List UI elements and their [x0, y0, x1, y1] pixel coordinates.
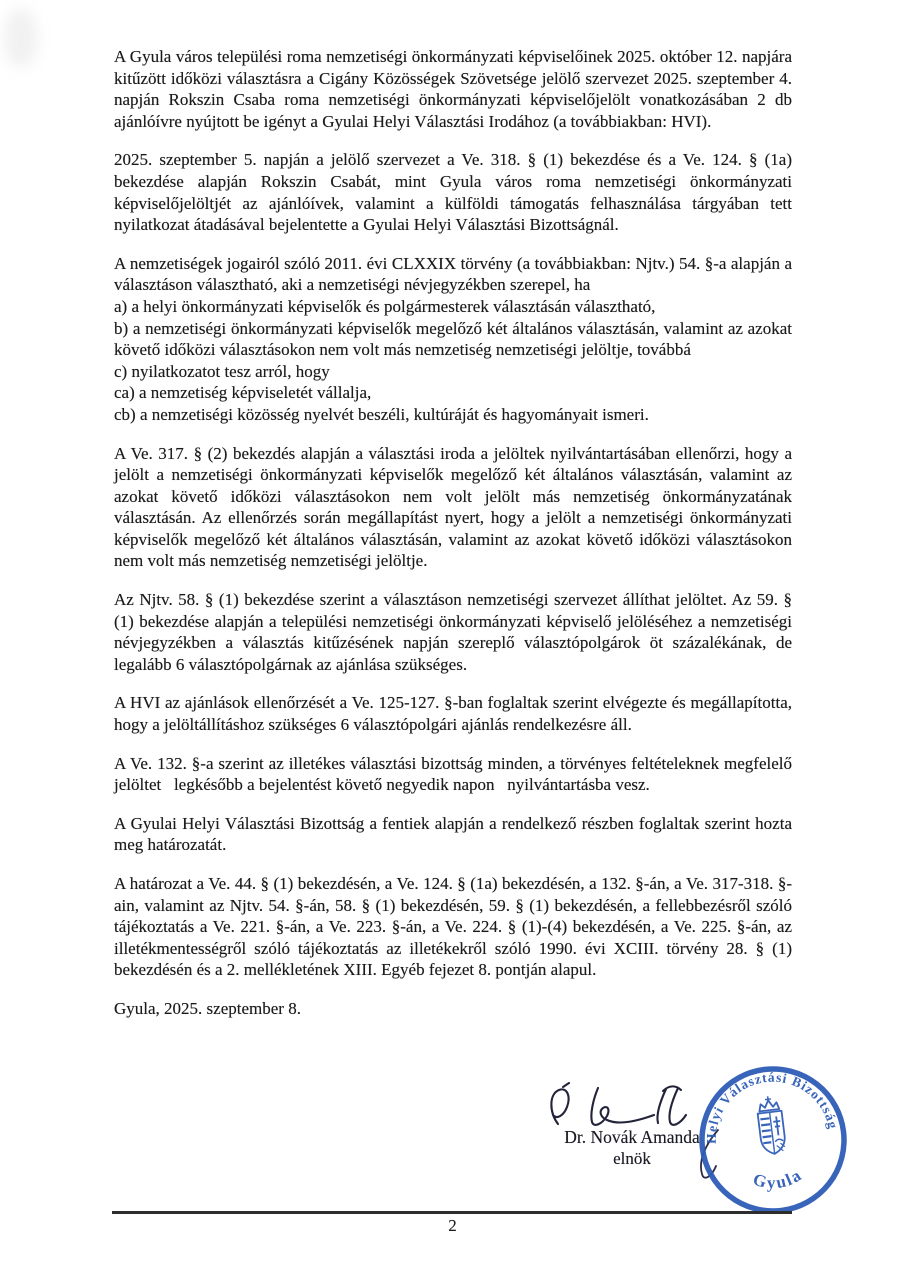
footer-divider — [112, 1211, 792, 1214]
list-item-ca: ca) a nemzetiség képviseletét vállalja, — [114, 383, 372, 403]
official-stamp — [684, 1051, 862, 1229]
paragraph: A HVI az ajánlások ellenőrzését a Ve. 125-127. §-ban foglaltak szerint elvégezte és megállapította, hogy a jelöltállításhoz szükséges 6 választópolgári ajánlás rendelkezésre áll. — [114, 693, 792, 735]
paragraph: A Ve. 317. § (2) bekezdés alapján a választási iroda a jelöltek nyilvántartásában ellenőrzi, hogy a jelölt a nemzetiségi önkormányzati képviselők megelőző két általános választásán, valamint az azokat követő időközi választásokon nem volt jelölt más nemzetiség önkormányzatának választásán. Az ellenőrzés során megállapítást nyert, hogy a jelölt a nemzetiségi önkormányzati képviselők megelőző két általános választásán, valamint az azokat követő időközi választásokon nem volt más nemzetiség nemzetiségi jelöltje. — [114, 443, 792, 571]
stamp-bottom-text: Gyula — [750, 1164, 807, 1193]
svg-text:Helyi Választási Bizottság — [696, 1062, 841, 1146]
paragraph: A Gyulai Helyi Választási Bizottság a fentiek alapján a rendelkező részben foglaltak szerint hozta meg határozatát. — [114, 813, 792, 855]
list-item-cb: cb) a nemzetiségi közösség nyelvét beszéli, kultúráját és hagyományait ismeri. — [114, 404, 649, 424]
stamp-arc-text: Helyi Választási Bizottság — [703, 1069, 842, 1144]
scan-artifact — [4, 8, 38, 68]
page-number: 2 — [448, 1216, 457, 1235]
svg-text:Gyula — [749, 1164, 807, 1196]
paragraph: A Gyula város települési roma nemzetiségi önkormányzati képviselőinek 2025. október 12. napjára kitűzött időközi választásra a Cigány Közösségek Szövetsége jelölő szervezet 2025. szeptember 4. napján Rokszin Csaba roma nemzetiségi önkormányzati képviselőjelölt vonatkozásában 2 db ajánlóívre nyújtott be igényt a Gyulai Helyi Választási Irodához (a továbbiakban: HVI). — [114, 47, 792, 131]
paragraph: A Ve. 132. §-a szerint az illetékes választási bizottság minden, a törvényes feltételeknek megfelelő jelöltet legkésőbb a bejelentést követő negyedik napon nyilvántartásba vesz. — [114, 753, 792, 795]
paragraph: A nemzetiségek jogairól szóló 2011. évi CLXXIX törvény (a továbbiakban: Njtv.) 54. §-a alapján a választáson választható, aki a nemzetiségi névjegyzékben szerepel, ha — [114, 253, 792, 295]
list-item-a: a) a helyi önkormányzati képviselők és polgármesterek választásán választható, — [114, 296, 656, 316]
signatory-name: Dr. Novák Amanda — [564, 1127, 700, 1147]
stamp-coat-of-arms — [756, 1095, 787, 1155]
date-line: Gyula, 2025. szeptember 8. — [114, 998, 301, 1018]
paragraph: A határozat a Ve. 44. § (1) bekezdésén, a Ve. 124. § (1a) bekezdésén, a 132. §-án, a Ve. 317-318. §-ain, valamint az Njtv. 54. §-án, 58. § (1) bekezdésén, 59. § (1) bekezdésén, a fellebbezésről szóló tájékoztatás a Ve. 221. §-án, a Ve. 223. §-án, a Ve. 224. § (1)-(4) bekezdésén, a Ve. 225. §-án, az illetékmentességről szóló tájékoztatás az illetékekről szóló 1990. évi XCIII. törvény 28. § (1) bekezdésén és a 2. mellékletének XIII. Egyéb fejezet 8. pontján alapul. — [114, 874, 792, 980]
paragraph: Az Njtv. 58. § (1) bekezdése szerint a választáson nemzetiségi szervezet állíthat jelöltet. Az 59. § (1) bekezdése alapján a települési nemzetiségi önkormányzati képviselő jelöléséhez a nemzetiségi névjegyzékben a választás kitűzésének napján szereplő választópolgárok öt százalékának, de legalább 6 választópolgárnak az ajánlása szükséges. — [114, 590, 792, 674]
list-item-c: c) nyilatkozatot tesz arról, hogy — [114, 361, 330, 381]
list-item-b: b) a nemzetiségi önkormányzati képviselők megelőző két általános választásán, valamint az azokat követő időközi választásokon nem volt más nemzetiség nemzetiségi jelöltje, továbbá — [114, 318, 792, 360]
paragraph: 2025. szeptember 5. napján a jelölő szervezet a Ve. 318. § (1) bekezdése és a Ve. 124. § (1a) bekezdése alapján Rokszin Csabát, mint Gyula város roma nemzetiségi önkormányzati képviselőjelöltjét az ajánlóívek, valamint a külföldi támogatás felhasználása tárgyában tett nyilatkozat átadásával bejelentette a Gyulai Helyi Választási Bizottságnál. — [114, 150, 792, 235]
signatory-title: elnök — [613, 1149, 651, 1168]
document-body — [114, 46, 792, 1037]
